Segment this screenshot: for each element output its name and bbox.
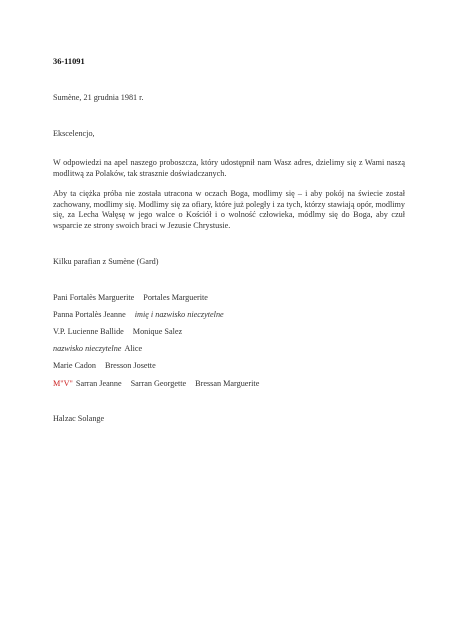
salutation: Ekscelencjo, <box>53 129 95 138</box>
signature-row <box>53 292 217 303</box>
signature-name: Pani Fortalès Marguerite <box>53 293 135 302</box>
signature-name: Alice <box>124 344 143 353</box>
signature-name: Bressan Marguerite <box>195 379 260 388</box>
signature-row <box>53 326 191 337</box>
signature-name: V.P. Lucienne Ballide <box>53 327 124 336</box>
signature-prefix: M"V" <box>53 379 73 388</box>
paragraph-1: W odpowiedzi na apel naszego proboszcza, który udostępnił nam Wasz adres, dzielimy się z Wami naszą modlitwą za Polaków, tak strasznie doświadczanych. <box>53 158 405 178</box>
paragraph-2: Aby ta ciężka próba nie została utracona w oczach Boga, modlimy się – i aby pokój na świecie został zachowany, modlimy się. Modlimy się za ofiary, które już poległy i za tych, którzy stawiają opór, modlimy się, za Lecha Wałęsę w jego walce o Kościół i o wolność człowieka, módlmy się do Boga, aby czuł wsparcie ze strony swoich braci w Jezusie Chrystusie. <box>53 189 405 230</box>
signature-name: Marie Cadon <box>53 361 96 370</box>
illegible-note: nazwisko nieczytelne <box>53 344 122 353</box>
document-reference: 36-11091 <box>53 57 85 66</box>
signature-row <box>53 309 233 320</box>
sender-group: Kilku parafian z Sumène (Gard) <box>53 257 159 266</box>
signature-row <box>53 343 151 354</box>
signature-row <box>53 360 165 371</box>
signature-row <box>53 378 268 389</box>
illegible-note: imię i nazwisko nieczytelne <box>134 310 224 319</box>
signature-name: Portales Marguerite <box>143 293 208 302</box>
letter-date: Sumène, 21 grudnia 1981 r. <box>53 93 144 102</box>
signature-name: Monique Salez <box>132 327 183 336</box>
signature-last: Halzac Solange <box>53 414 105 423</box>
signature-name: Bresson Josette <box>104 361 156 370</box>
signature-name: Sarran Georgette <box>130 379 187 388</box>
signature-name: Panna Portalès Jeanne <box>53 310 126 319</box>
signature-name: Sarran Jeanne <box>75 379 122 388</box>
